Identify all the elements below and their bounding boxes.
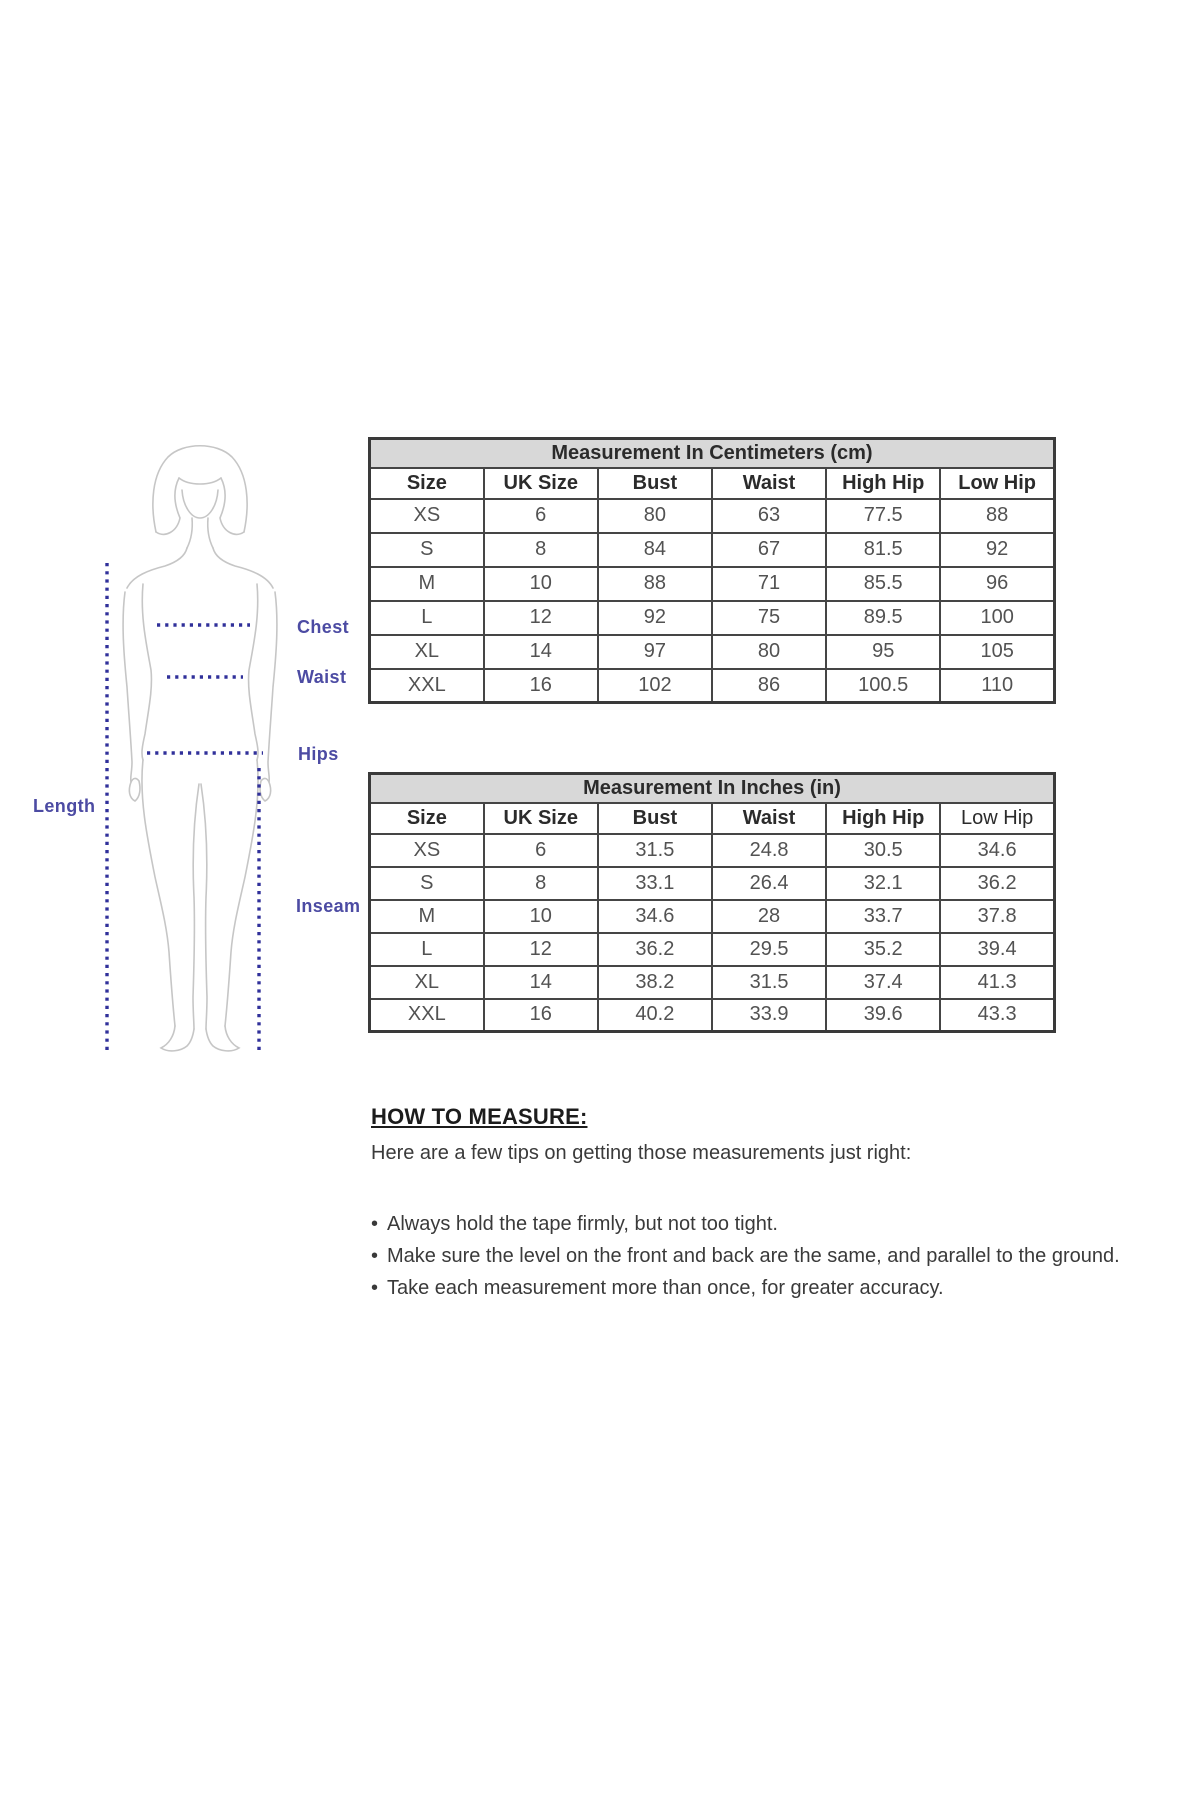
column-header: Size (370, 468, 484, 499)
table-cell: 92 (940, 533, 1054, 567)
leg-right-inner (201, 784, 207, 1029)
table-cell: L (370, 933, 484, 966)
column-header: Waist (712, 468, 826, 499)
figure-label-hips: Hips (298, 744, 339, 764)
female-silhouette-diagram (95, 432, 315, 1062)
table-cell: XL (370, 635, 484, 669)
tip-text: Take each measurement more than once, for greater accuracy. (387, 1277, 944, 1299)
inches-table (368, 772, 1056, 1033)
foot-right (206, 1026, 239, 1051)
table-cell: 67 (712, 533, 826, 567)
table-cell: 35.2 (826, 933, 940, 966)
column-header: High Hip (826, 803, 940, 834)
hand-left (129, 778, 140, 801)
table-row (370, 533, 1055, 567)
table-cell: 36.2 (598, 933, 712, 966)
inches-table-title: Measurement In Inches (in) (370, 774, 1055, 803)
table-cell: 8 (484, 533, 598, 567)
bullet-icon: • (371, 1245, 379, 1267)
table-cell: 8 (484, 867, 598, 900)
column-header: Low Hip (940, 468, 1054, 499)
table-cell: 33.9 (712, 999, 826, 1032)
column-header: High Hip (826, 468, 940, 499)
table-row (370, 601, 1055, 635)
face-outline (182, 490, 218, 518)
table-cell: 75 (712, 601, 826, 635)
table-cell: 12 (484, 601, 598, 635)
tip-item (371, 1272, 1171, 1304)
tip-text: Always hold the tape firmly, but not too tight. (387, 1213, 778, 1235)
table-cell: XL (370, 966, 484, 999)
table-cell: 89.5 (826, 601, 940, 635)
table-cell: 95 (826, 635, 940, 669)
table-cell: 33.7 (826, 900, 940, 933)
table-cell: 37.4 (826, 966, 940, 999)
table-cell: 100 (940, 601, 1054, 635)
column-header: UK Size (484, 803, 598, 834)
table-cell: 80 (712, 635, 826, 669)
column-header: Bust (598, 803, 712, 834)
leg-left-outer (142, 760, 175, 1026)
table-row (370, 867, 1055, 900)
table-cell: 85.5 (826, 567, 940, 601)
inches-table-header-row (370, 803, 1055, 834)
arm-right (268, 592, 277, 782)
table-cell: 100.5 (826, 669, 940, 703)
leg-left-inner (193, 784, 199, 1029)
hair-fringe (179, 478, 221, 484)
table-cell: 32.1 (826, 867, 940, 900)
table-cell: 77.5 (826, 499, 940, 533)
torso-right (249, 584, 258, 760)
table-cell: 81.5 (826, 533, 940, 567)
table-cell: 16 (484, 999, 598, 1032)
hand-right (260, 778, 271, 801)
table-cell: 92 (598, 601, 712, 635)
table-cell: 38.2 (598, 966, 712, 999)
cm-table-title-row (370, 439, 1055, 468)
cm-table-header-row (370, 468, 1055, 499)
cm-table (368, 437, 1056, 704)
tip-text: Make sure the level on the front and back are the same, and parallel to the ground. (387, 1245, 1120, 1267)
column-header: UK Size (484, 468, 598, 499)
hair-flick-right (220, 478, 244, 534)
tip-item (371, 1208, 1171, 1240)
hair-outline (153, 446, 247, 532)
figure-label-waist: Waist (297, 667, 347, 687)
inches-table-title-row (370, 774, 1055, 803)
how-to-measure-section (371, 1104, 1171, 1304)
table-cell: 30.5 (826, 834, 940, 867)
table-cell: 96 (940, 567, 1054, 601)
table-cell: 10 (484, 900, 598, 933)
bullet-icon: • (371, 1213, 379, 1235)
bullet-icon: • (371, 1277, 379, 1299)
table-cell: 37.8 (940, 900, 1054, 933)
how-to-measure-heading: HOW TO MEASURE: (371, 1104, 588, 1129)
neck-right (208, 518, 213, 548)
shoulder-right (213, 548, 273, 588)
table-row (370, 499, 1055, 533)
table-cell: XS (370, 834, 484, 867)
table-cell: 31.5 (712, 966, 826, 999)
table-row (370, 635, 1055, 669)
table-row (370, 900, 1055, 933)
table-cell: 39.6 (826, 999, 940, 1032)
cm-table-title: Measurement In Centimeters (cm) (370, 439, 1055, 468)
table-cell: 97 (598, 635, 712, 669)
leg-right-outer (225, 760, 258, 1026)
table-cell: XS (370, 499, 484, 533)
table-cell: XXL (370, 669, 484, 703)
table-cell: 88 (598, 567, 712, 601)
table-cell: 102 (598, 669, 712, 703)
table-cell: 6 (484, 834, 598, 867)
table-row (370, 999, 1055, 1032)
table-cell: 10 (484, 567, 598, 601)
table-row (370, 567, 1055, 601)
table-cell: 40.2 (598, 999, 712, 1032)
table-cell: 14 (484, 966, 598, 999)
table-cell: 34.6 (940, 834, 1054, 867)
table-cell: M (370, 900, 484, 933)
tips-list (371, 1208, 1171, 1304)
table-cell: 88 (940, 499, 1054, 533)
figure-label-chest: Chest (297, 617, 350, 637)
table-cell: 43.3 (940, 999, 1054, 1032)
table-row (370, 834, 1055, 867)
table-cell: 28 (712, 900, 826, 933)
table-cell: 34.6 (598, 900, 712, 933)
table-row (370, 669, 1055, 703)
figure-label-length: Length (33, 796, 96, 816)
table-cell: 24.8 (712, 834, 826, 867)
column-header: Waist (712, 803, 826, 834)
torso-left (142, 584, 151, 760)
table-cell: 16 (484, 669, 598, 703)
table-cell: L (370, 601, 484, 635)
shoulder-left (127, 548, 187, 588)
table-cell: 39.4 (940, 933, 1054, 966)
column-header: Low Hip (940, 803, 1054, 834)
arm-left (123, 592, 132, 782)
table-cell: M (370, 567, 484, 601)
table-cell: XXL (370, 999, 484, 1032)
table-cell: 29.5 (712, 933, 826, 966)
table-cell: 110 (940, 669, 1054, 703)
table-row (370, 966, 1055, 999)
table-cell: 14 (484, 635, 598, 669)
table-row (370, 933, 1055, 966)
hair-flick-left (156, 478, 180, 534)
table-cell: S (370, 867, 484, 900)
table-cell: 71 (712, 567, 826, 601)
figure-label-inseam: Inseam (296, 896, 361, 916)
table-cell: 80 (598, 499, 712, 533)
tip-item (371, 1240, 1171, 1272)
table-cell: 36.2 (940, 867, 1054, 900)
table-cell: 33.1 (598, 867, 712, 900)
table-cell: 41.3 (940, 966, 1054, 999)
table-cell: S (370, 533, 484, 567)
table-cell: 84 (598, 533, 712, 567)
foot-left (161, 1026, 194, 1051)
table-cell: 12 (484, 933, 598, 966)
table-cell: 26.4 (712, 867, 826, 900)
table-cell: 6 (484, 499, 598, 533)
neck-left (187, 518, 192, 548)
table-cell: 86 (712, 669, 826, 703)
how-to-measure-intro: Here are a few tips on getting those measurements just right: (371, 1142, 912, 1164)
column-header: Bust (598, 468, 712, 499)
table-cell: 105 (940, 635, 1054, 669)
table-cell: 63 (712, 499, 826, 533)
table-cell: 31.5 (598, 834, 712, 867)
column-header: Size (370, 803, 484, 834)
